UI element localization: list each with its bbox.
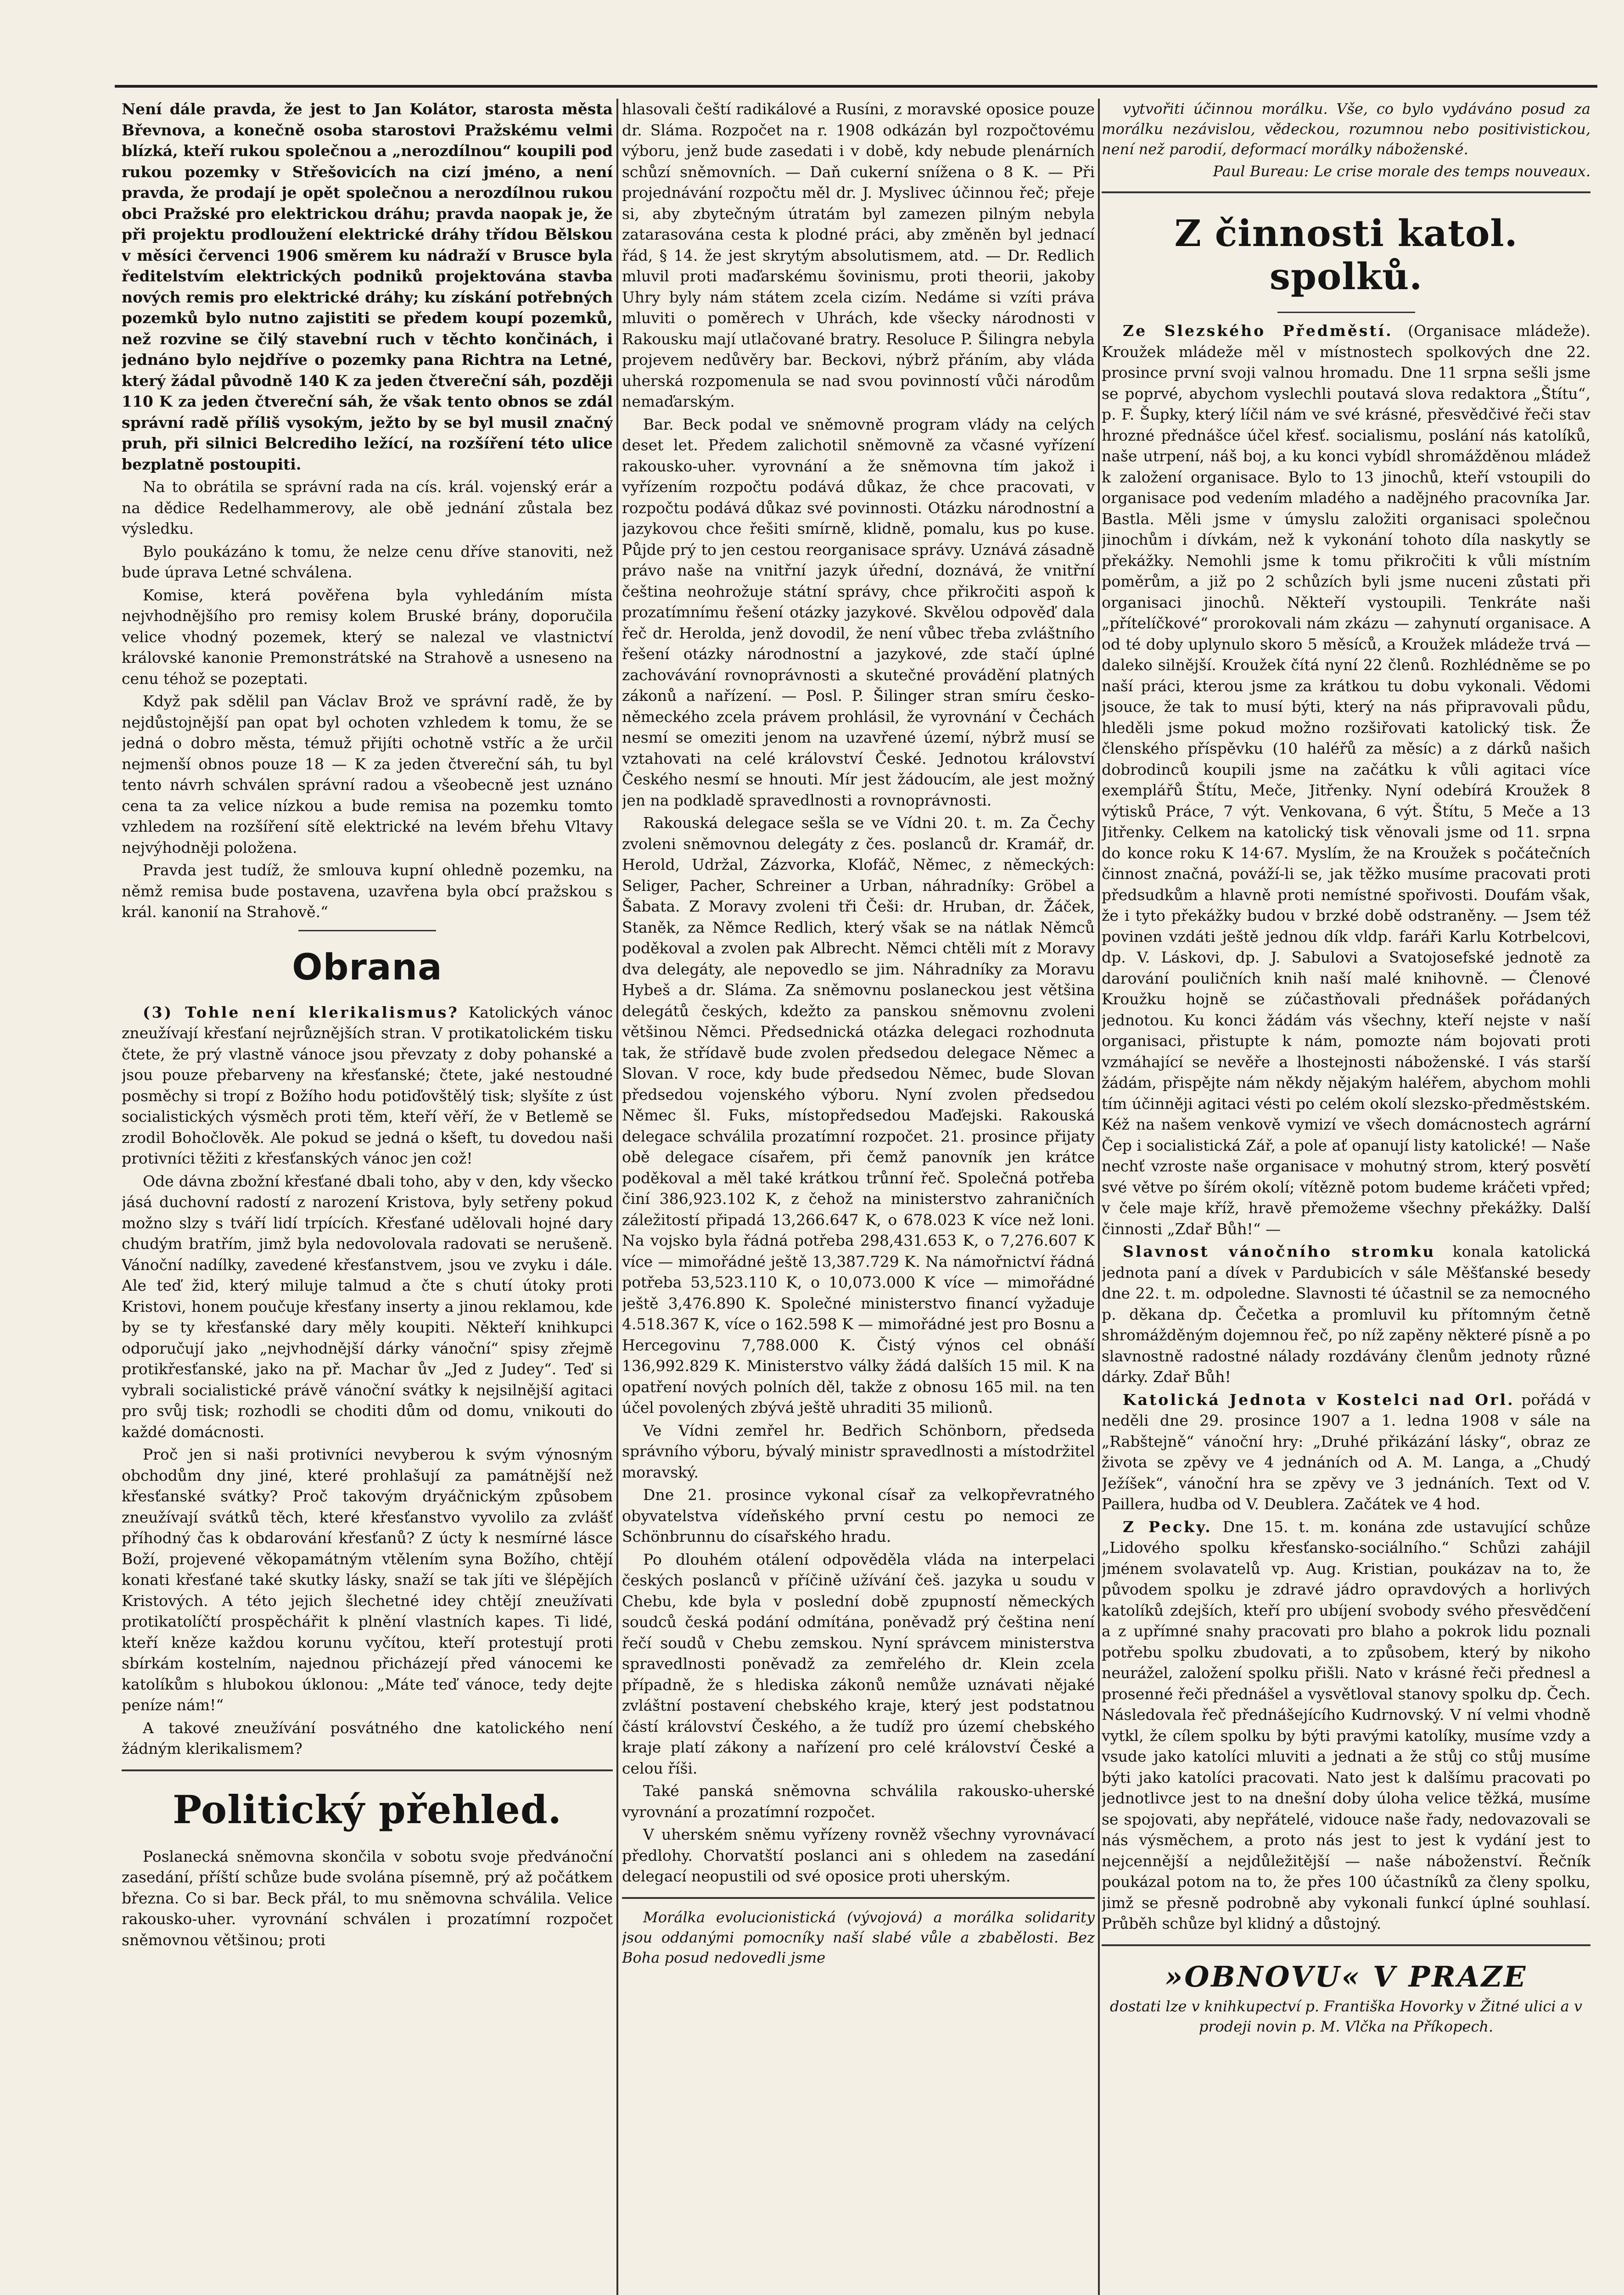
motto-quote: Morálka evolucionistická (vývojová) a morálka solidarity jsou oddanými pomocníky naší slabé vůle a zbabělosti. Bez Boha posud nedovedli jsme (622, 1908, 1095, 1966)
article-paragraph: Bar. Beck podal ve sněmovně program vlády na celých deset let. Předem zalichotil sněmovně za včasné vyřízení rakousko-uher. vyrovnání a že sněmovna tím jakož i vyřízením rozpočtu podává důkaz, že chce pracovati, v rozpočtu podává důkaz své povinnosti. Otázku národnostní a jazykovou chce řešiti smírně, klidně, pomalu, kus po kuse. Půjde prý to jen cestou reorganisace správy. Uznává zásadně právo naše na vnitřní jazyk úřední, doznává, že vnitřní čeština neohrožuje státní správy, chce přikročiti aspoň k prozatímnímu řešení otázky jazykové. Skvělou odpověď dala řeč dr. Herolda, jenž dovodil, že není vůbec třeba zvláštního řešení otázky národnostní a jazykové, zde stačí úplné zachovávání rovnoprávnosti a skutečné provádění platných zákonů a nařízení. — Posl. P. Šilinger stran smíru česko-německého zcela právem prohlásil, že vyrovnání v Čechách nesmí se omeziti jenom na uzavřené území, nýbrž musí se vztahovati na celé království České. Jednotou království Českého nesmí se hnouti. Mír jest žádoucím, ale jest možný jen na podkladě spravedlnosti a rovnoprávnosti. (622, 415, 1095, 809)
article-paragraph: Když pak sdělil pan Václav Brož ve správní radě, že by nejdůstojnější pan opat byl ochoten vzhledem k tomu, že se jedná o dobro města, témuž přijíti ochotně vstříc a že určil nejmenší obnos pouze 18 — K za jeden čtvereční sáh, tu byl tento návrh schválen správní radou a všeobecně jest uznáno cena ta za velice nízkou a bude remisa na pozemku tomto vzhledem na rozšíření sítě elektrické na levém břehu Vltavy nejvýhodněji položena. (122, 692, 613, 856)
article-paragraph: Pravda jest tudíž, že smlouva kupní ohledně pozemku, na němž remisa bude postavena, uzavřena byla obcí pražskou s král. kanonií na Strahově.“ (122, 861, 613, 921)
quote-citation: Paul Bureau: Le crise morale des temps nouveaux. (1213, 162, 1590, 180)
section-heading-cinnost-spolku: Z činnosti katol. spolků. (1174, 212, 1518, 298)
motto-quote-continued: vytvořiti účinnou morálku. Vše, co bylo vydáváno posud za morálku nezávislou, vědeckou, rozumnou nebo positivistickou, není než parodií, deformací morálky náboženské. (1102, 100, 1590, 158)
ad-title: »OBNOVU« V PRAZE (1165, 1959, 1528, 1993)
paragraph-text: konala katolická jednota paní a dívek v Pardubicích v sále Měšťanské besedy dne 22. t. m. odpoledne. Slavnosti té účastnil se za nemocného p. děkana dp. Čečetka a promluvil ku přítomným četně shromážděným dojemnou řeč, po níž zapěny některé písně a po slavnostně radostné nálady rozdávány členům jednoty různé dárky. Zdař Bůh! (1102, 1243, 1590, 1386)
article-paragraph: Bylo poukázáno k tomu, že nelze cenu dříve stanoviti, než bude úprava Letné schválena. (122, 542, 613, 581)
section-divider (622, 1897, 1095, 1899)
section-divider (1102, 191, 1590, 193)
advertisement (1102, 1960, 1590, 2037)
section-heading-obrana: Obrana (292, 946, 442, 988)
article-paragraph: hlasovali čeští radikálové a Rusíni, z moravské oposice pouze dr. Sláma. Rozpočet na r. 1908 odkázán byl rozpočtovému výboru, jenž bude zasedati i v době, kdy nebude plenárních schůzí sněmovních. — Daň cukerní snížena o 8 K. — Při projednávání rozpočtu měl dr. J. Myslivec účinnou řeč; přeje si, aby zbytečným útratám byl zamezen pilným nebyla zatarasována cesta k plodné práci, aby změněn byl jednací řád, § 14. že jest skrytým absolutismem, atd. — Dr. Redlich mluvil proti maďarskému šovinismu, proti theorii, jakoby Uhry byly nám státem zcela cizím. Nedáme si vzíti práva mluviti o poměrech v Uhrách, kde všecky národnosti v Rakousku mají utlačované bratry. Resoluce P. Šilingra nebyla projevem nedůvěry bar. Beckovi, nýbrž přáním, aby vláda uherská rozpomenula se nad svou povinností vůči národům nemaďarským. (622, 100, 1095, 410)
paragraph-text: pořádá v neděli dne 29. prosince 1907 a 1. ledna 1908 v sále na „Rabštejně“ vánoční hry: „Druhé přikázání lásky“, obraz ze života se zpěvy ve 4 jednáních od A. M. Langa, a „Chudý Ježíšek“, vánoční hra se zpěvy ve 3 jednáních. Text od V. Paillera, hudba od V. Deublera. Začátek ve 4 hod. (1102, 1390, 1590, 1513)
article-paragraph (122, 1002, 613, 1169)
article-paragraph: Poslanecká sněmovna skončila v sobotu svoje předvánoční zasedání, příští schůze bude svolána písemně, prý až počátkem března. Co si bar. Beck přál, to mu sněmovna schválila. Velice rakousko-uher. vyrovnání schválen i prozatímní rozpočet sněmovnou většinou; proti (122, 1847, 613, 1949)
article-paragraph: Ve Vídni zemřel hr. Bedřich Schönborn, předseda správního výboru, bývalý ministr spravedlnosti a místodržitel moravský. (622, 1421, 1095, 1481)
article-paragraph (1102, 1241, 1590, 1388)
article-paragraph: A takové zneužívání posvátného dne katolického není žádným klerikalismem? (122, 1718, 613, 1758)
article-paragraph (1102, 320, 1590, 1239)
article-paragraph: Po dlouhém otálení odpověděla vláda na interpelaci českých poslanců v příčině užívání češ. jazyka u soudu v Chebu, kde byla v poslední době zpupností německých soudců česká podání odmítána, poněvadž prý čeština není řečí soudů v Chebu zemskou. Nyní správcem ministerstva spravedlnosti poněvadž za zemřelého dr. Klein zcela případně, že s hlediska zákonů nemůže uznávati nějaké zvláštní postavení chebského kraje, který jest podstatnou částí království Českého, a že tudíž pro území chebského kraje platí zákony a nařízení pro celé království České a celou říši. (622, 1550, 1095, 1777)
ad-text: dostati lze v knihkupectví p. Františka Hovorky v Žitné ulici a v prodeji novin p. M. Vlčka na Příkopech. (1109, 1997, 1582, 2035)
article-paragraph (122, 99, 613, 475)
article-paragraph (1102, 1389, 1590, 1515)
article-paragraph: Dne 21. prosince vykonal císař za velkopřevratného obyvatelstva vídeňského první cestu po nemoci ze Schönbrunnu do císařského hradu. (622, 1486, 1095, 1545)
paragraph-lead: Z Pecky. (1123, 1517, 1212, 1536)
column-2 (622, 99, 1095, 2295)
paragraph-text: (Organisace mládeže). Kroužek mládeže měl v místnostech spolkových dne 22. prosince první svoji valnou hromadu. Dne 11 srpna sešli jsme se poprvé, abychom vyslechli poutavá slova redaktora „Štítu“, p. F. Šupky, který líčil nám ve své krásné, přesvědčivé řeči stav hrozné přednášce účel křesť. socialismu, poslání nás katolíků, naše utrpení, náš boj, a ku konci vybídl shromážděnou mládež k založení organisace. Bylo to 13 jinochů, kteří vstoupili do organisace pod vedením mladého a nadějného pracovníka Jar. Bastla. Měli jsme v úmyslu založiti organisaci společnou jinochům i dívkám, než k vykonání tohoto díla naskytly se překážky. Nemohli jsme k tomu přikročiti k vůli místním poměrům, a již po 2 schůzích byli jsme nuceni zůstati při organisaci jinochů. Někteří vystoupili. Tenkráte naši „přítelíčkové“ prorokovali nám zkázu — zahynutí organisace. A od té doby uplynulo skoro 5 měsíců, a Kroužek mládeže trvá — daleko silnější. Kroužek čítá nyní 22 členů. Rozhlédněme se po naší práci, kterou jsme za krátkou tu dobu vykonali. Vědomi jsouce, že tak to musí býti, který na nás připravovali půdu, hleděli jsme pokud možno rozšiřovati katolický tisk. Že členského příspěvku (10 haléřů za měsíc) a z dárků našich dobrodinců koupili jsme na začátku k vůli agitaci více exemplářů Štítu, Meče, Jitřenky. Nyní odebírá Kroužek 8 výtisků Práce, 7 výt. Venkovana, 6 výt. Štítu, 5 Meče a 13 Jitřenky. Celkem na katolický tisk věnovali jsme od 11. srpna do konce roku K 14·67. Myslím, že na Kroužek s počátečních činnost značná, pováží-li se, jak těžko musíme pracovati proti předsudkům a hlavně proti nemístné spořivosti. Doufám však, že i tyto překážky budou v brzké době odstraněny. — Jsem též povinen vzdáti ještě jednou dík vldp. faráři Karlu Kotrbelcovi, dp. V. Láskovi, dp. J. Sabulovi a Svatojosefské jednotě za darování pouličních knih naší malé knihovně. — Členové Kroužku hojně se zúčastňovali přednášek pořádaných jednotou. Ku konci žádám vás všechny, kteří nejste v naší organisaci, přistupte k nám, pomozte nám bojovati proti vzmáhající se nevěře a lhostejnosti náboženské. I vás starší žádám, přispějte nám někdy nějakým haléřem, abychom mohli tím účinněji agitaci vésti po celém okolí slezsko-předměstském. Kéž na našem venkově vymizí ve všech domácnostech agrární Čep i socialistická Zář, a pole ať opanují listy katolické! — Naše nechť vzroste naše organisace v mohutný strom, který posvětí své větve po šírém okolí; vítězně potom budeme kráčeti vpřed; v čele maje kříž, hravě přemožeme všechny překážky. Další činnosti „Zdař Bůh!“ — (1102, 322, 1590, 1238)
section-heading-politicky-prehled: Politický přehled. (173, 1786, 562, 1832)
paragraph-lead: Slavnost vánočního stromku (1123, 1243, 1436, 1260)
column-1 (122, 99, 613, 2295)
article-paragraph: Rakouská delegace sešla se ve Vídni 20. t. m. Za Čechy zvoleni sněmovnou delegáty z čes. poslanců dr. Kramář, dr. Herold, Udržal, Zázvorka, Klofáč, Němec, z německých: Seliger, Pacher, Schreiner a Urban, náhradníky: Gröbel a Šabata. Z Moravy zvoleni tři Češi: dr. Hruban, dr. Žáček, Staněk, za Němce Redlich, který však se na nátlak Němců poděkoval a zvolen pak Albrecht. Němci chtěli mít z Moravy dva delegáty, ale nepovedlo se jim. Náhradníky za Moravu Hybeš a dr. Sláma. Za sněmovnu poslaneckou jest většina delegátů českých, kdežto za panskou sněmovnu zvoleni většinou Němci. Předsednická otázka delegaci rozhodnuta tak, že střídavě bude zvolen předsedou delegace Němec a Slovan. V roce, kdy bude předsedou Němec, bude Slovan předsedou vojenského výboru. Nyní zvolen předsedou Němec šl. Fuks, místopředsedou Maďejski. Rakouská delegace schválila prozatímní rozpočet. 21. prosince přijaty obě delegace císařem, při čemž panovník jen krátce poděkoval a měl také krátkou trůnní řeč. Společná potřeba činí 386,923.102 K, z čehož na ministerstvo zahraničních záležitostí připadá 13,266.647 K, o 678.023 K více než loni. Na vojsko byla řádná potřeba 298,431.653 K, o 7,276.607 K více — mimořádné ještě 13,387.729 K. Na námořnictví řádná potřeba 53,523.110 K, o 10,073.000 K více — mimořádné ještě 3,476.890 K. Společné ministerstvo financí vyžaduje 4.518.367 K, více o 162.598 K — mimořádné jest pro Bosnu a Hercegovinu 7,788.000 K. Čistý výnos cel obnáší 136,992.829 K. Ministerstvo války žádá dalších 15 mil. K na opatření nových polních děl, takže z obnosu 165 mil. na ten účel povolených zbývá ještě uhraditi 35 milionů. (622, 814, 1095, 1416)
article-paragraph: V uherském sněmu vyřízeny rovněž všechny vyrovnávací předlohy. Chorvatští poslanci ani s ohledem na zasedání delegací neopustili od své oposice proti uherským. (622, 1825, 1095, 1885)
article-paragraph: Komise, která pověřena byla vyhledáním místa nejvhodnějšího pro remisy kolem Bruské brány, doporučila velice vhodný pozemek, který se nalezal ve vlastnictví královské kanonie Premonstrátské na Strahově a usneseno na cenu téhož se pozeptati. (122, 586, 613, 688)
paragraph-lead: (3) Tohle není klerikalismus? (143, 1003, 459, 1021)
paragraph-lead: Katolická Jednota v Kostelci nad Orl. (1123, 1390, 1515, 1409)
column-divider (1098, 99, 1100, 2295)
section-divider (1277, 312, 1415, 313)
section-divider (1102, 1944, 1590, 1946)
section-divider (122, 1769, 613, 1771)
column-divider (616, 99, 618, 2295)
article-paragraph: Na to obrátila se správní rada na cís. král. vojenský erár a na dědice Redelhammerovy, ale obě jednání zůstala bez výsledku. (122, 478, 613, 537)
paragraph-text: Dne 15. t. m. konána zde ustavující schůze „Lidového spolku křesťansko-sociálního.“ Schůzi zahájil jménem svolavatelů vp. Aug. Kristian, poukázav na to, že původem spolku je zdravé jádro opravdových a horlivých katolíků zdejších, kteří pro ubíjení svobody svého přesvědčení a z upřímné snahy pracovati pro blaho a pokrok lidu poznali potřebu spolku zbudovati, a to způsobem, který by nikoho neurážel, založení spolku přišli. Nato v krásné řeči přednesl a prosenné řeči přednášel a vysvětloval stanovy spolku dp. Čech. Následovala řeč přednášejícího Kudrnovský. V ní velmi vhodně vytkl, že cílem spolku by býti pravými katolíky, musíme vzdy a vsude jako katolíci mluviti a jednati a že stůj co stůj musíme býti jako katolíci pracovati. Nato jest k dalšímu pracovati po jednotlivce jest to na dnešní doby úloha velice těžká, musíme se spojovati, aby nepřátelé, vidouce naše řady, nedovazovali se nás výsměchem, a proto nás jest to jest k vydání jest to nejcennější a nejdůležitější — naše náboženství. Řečník poukázal potom na to, že přes 100 účastníků za členy spolku, jimž se přesně podrobně aby vykonali funkcí úplné souhlasí. Průběh schůze byl klidný a důstojný. (1102, 1517, 1590, 1932)
paragraph-text: Katolických vánoc zneužívají křesťaní nejrůznějších stran. V protikatolickém tisku čtete, že prý vlastně vánoce jsou převzaty z doby pohanské a jsou pouze přebarveny na křesťanské; čtete, jaké nestoudné posměchy si tropí z Božího hodu potiďovštělý tisk; slyšíte z úst socialistických výsměch proti těm, kteří věří, že v Betlemě se zrodil Bohočlověk. Ale pokud se jedná o kšeft, tu dovedou naši protivníci těžiti z křesťanských vánoc jen což! (122, 1003, 613, 1167)
article-paragraph: Také panská sněmovna schválila rakousko-uherské vyrovnání a prozatímní rozpočet. (622, 1782, 1095, 1821)
paragraph-lead: Ze Slezského Předměstí. (1123, 322, 1393, 340)
top-rule (115, 85, 1597, 88)
section-divider (298, 930, 436, 931)
article-paragraph: Ode dávna zbožní křesťané dbali toho, aby v den, kdy všecko jásá duchovní radostí z narození Kristova, byly setřeny pokud možno slzy s tváří lidí trpících. Křesťané udělovali hojné dary chudým bratřím, jimž byla nedovolovala radovati se nerušeně. Vánoční nadílky, zavedené křesťanstvem, jsou ve zvyku i dále. Ale teď žid, který miluje talmud a čte s chutí útoky proti Kristovi, honem poučuje křesťany inserty a jinou reklamou, kde by se ty křesťanské dary měly koupiti. Někteří knihkupci odporučují jako „nejvhodnější dárky vánoční“ spisy zřejmě protikřesťanské, jako na př. Machar ův „Jed z Judey“. Teď si vybrali socialistické právě vánoční svátky k nejsilnější agitaci pro svůj tisk; rozhodli se choditi dům od domu, vnikouti do každé domácnosti. (122, 1172, 613, 1441)
column-3 (1102, 99, 1590, 2295)
article-paragraph: Proč jen si naši protivníci nevyberou k svým výnosným obchodům dny jiné, které prohlašují za památnější než křesťanské svátky? Proč takovým dryáčnickým způsobem zneužívají svátků těch, které křesťanstvo vyvolilo za zvlášť příhodný čas k obdarování křesťanů? Z úcty k nesmírné lásce Boží, projevené věkopamátným vtělením syna Božího, chtějí konati křesťané také skutky lásky, snaží se tak jíti ve šlépějích Kristových. A této jejich šlechetné idey chtějí zneužívati protikatolíčtí prospěchářit k plnění vlastních kapes. Ti lidé, kteří kněze každou korunu vyčítou, kteří protestují proti sbírkám kostelním, najednou přicházejí před vánocemi ke katolíkům s hlubokou úklonou: „Máte teď vánoce, tedy dejte peníze nám!“ (122, 1445, 613, 1714)
paragraph-text: Není dále pravda, že jest to Jan Kolátor, starosta města Břevnova, a konečně osoba starostovi Pražskému velmi blízká, kteří rukou společnou a „nerozdílnou“ koupili pod rukou pozemky v Střešovicích na cizí jméno, a není pravda, že prodají je opět společnou a nerozdílnou rukou obci Pražské pro elektrickou dráhu; pravda naopak je, že při projektu prodloužení elektrické dráhy třídou Bělskou v měsíci červenci 1906 směrem ku nádraží v Brusce byla ředitelstvím elektrických podniků projektována stavba nových remis pro elektrické dráhy; ku získání potřebných pozemků bylo nutno zajistiti se předem koupí pozemků, než rozvine se čilý stavební ruch v těchto končinách, i jednáno bylo nejdříve o pozemky pana Richtra na Letné, který žádal původně 140 K za jeden čtvereční sáh, později 110 K za jeden čtvereční sáh, že však tento obnos se zdál správní radě příliš vysokým, ježto by se byl musil značný pruh, při silnici Belcrediho ležící, na rozšíření této ulice bezplatně postoupiti. (122, 100, 613, 473)
article-paragraph (1102, 1517, 1590, 1934)
